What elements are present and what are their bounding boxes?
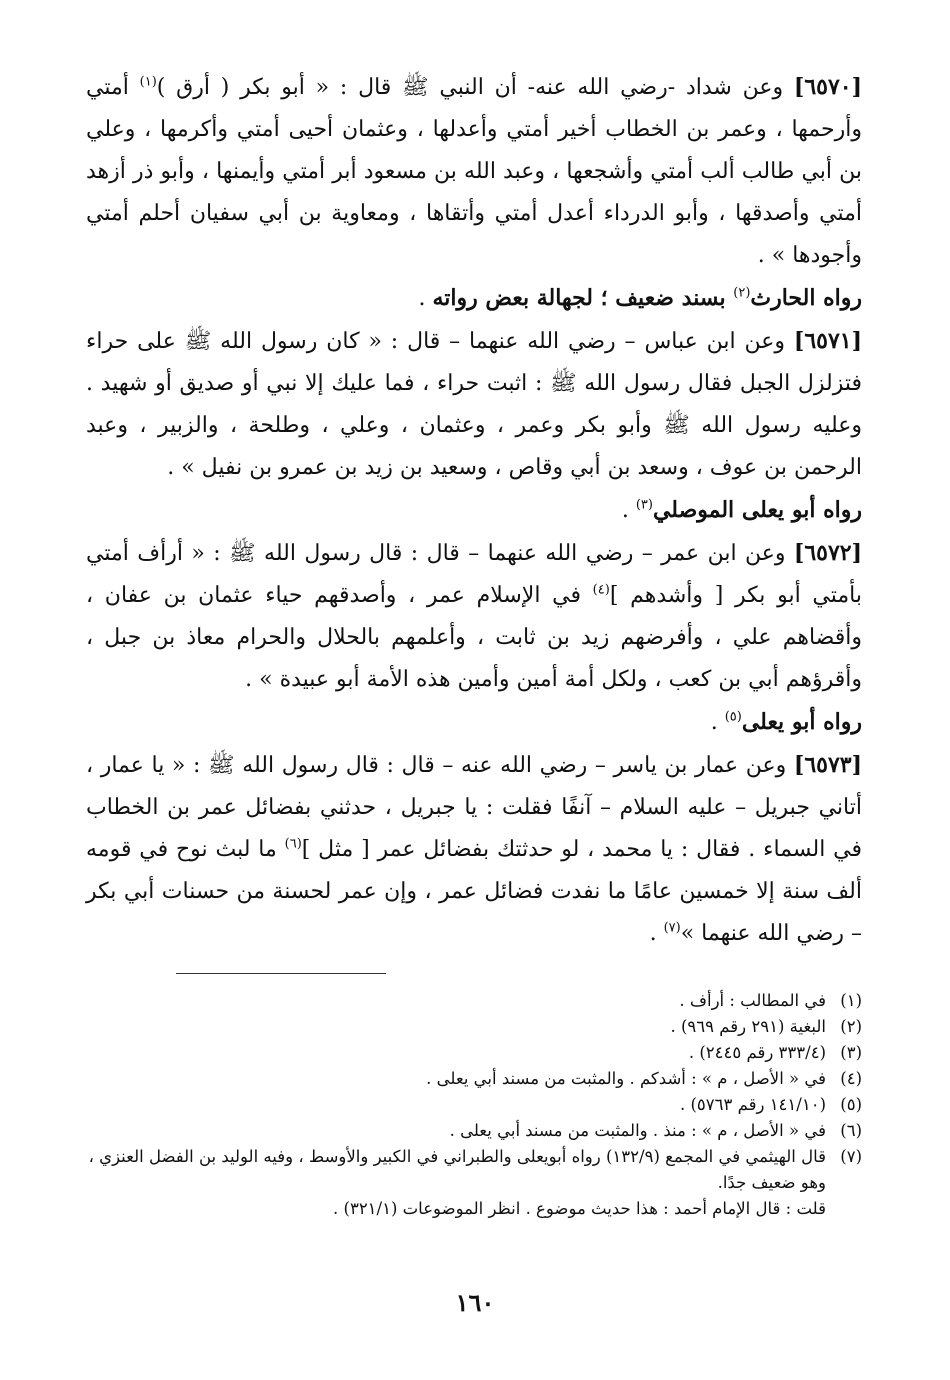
hadith-6571 <box>86 320 862 489</box>
footnote-number: (٦) <box>840 1121 862 1140</box>
hadith-6573 <box>86 744 862 955</box>
footnote-separator <box>176 973 386 974</box>
footnote-ref[interactable]: (٥) <box>724 709 742 725</box>
footnote-separator-wrap <box>86 973 862 974</box>
narration-end: . <box>710 710 725 735</box>
footnote-item <box>86 988 862 1014</box>
narration-6572 <box>86 701 862 744</box>
footnote-ref[interactable]: (٤) <box>592 582 610 598</box>
footnote-text: البغية (٢٩١ رقم ٩٦٩) . <box>670 1017 826 1036</box>
footnote-text: في « الأصل ، م » : منذ . والمثبت من مسند أبي يعلى . <box>449 1121 826 1140</box>
hadith-number: [٦٥٧٣] <box>793 752 862 778</box>
footnote-ref[interactable]: (٢) <box>733 285 751 301</box>
hadith-text-cont: في الإسلام عمر ، وأصدقهم حياء عثمان بن عفان ، وأقضاهم علي ، وأفرضهم زيد بن ثابت ، وأعلمهم بالحلال والحرام معاذ بن جبل ، وأقرؤهم أبي بن كعب ، ولكل أمة أمين وأمين هذه الأمة أبو عبيدة » . <box>86 583 862 692</box>
footnote-text: (٣٣٣/٤ رقم ٢٤٤٥) . <box>688 1043 826 1062</box>
footnote-item <box>86 1014 862 1040</box>
footnote-continuation: قلت : قال الإمام أحمد : هذا حديث موضوع . انظر الموضوعات (٣٢١/١) . <box>333 1199 826 1218</box>
footnote-text: في « الأصل ، م » : أشدكم . والمثبت من مسند أبي يعلى . <box>426 1069 826 1088</box>
narration-text: رواه أبو يعلى <box>741 709 862 735</box>
narration-text: رواه الحارث <box>750 285 862 311</box>
hadith-text-end: . <box>649 921 664 946</box>
footnote-item <box>86 1144 862 1196</box>
hadith-text-cont: أمتي وأرحمها ، وعمر بن الخطاب أخير أمتي وأعدلها ، وعثمان أحيى أمتي وأكرمها ، وعلي بن أبي طالب ألب أمتي وأشجعها ، وعبد الله بن مسعود أبر أمتي وأيمنها ، وأبو ذر أزهد أمتي وأصدقها ، وأبو الدرداء أعدل أمتي وأتقاها ، ومعاوية بن أبي سفيان أحلم أمتي وأجودها » . <box>86 75 862 268</box>
hadith-text-cont: ما لبث نوح في قومه ألف سنة إلا خمسين عامًا ما نفدت فضائل عمر ، وإن عمر لحسنة من حسنات أبي بكر – رضي الله عنهما » <box>86 837 862 946</box>
footnote-item <box>86 1040 862 1066</box>
footnote-number: (٤) <box>840 1069 862 1088</box>
narration-text-cont: بسند ضعيف ؛ لجهالة بعض رواته <box>432 285 734 311</box>
hadith-text: وعن ابن عباس – رضي الله عنهما – قال : « كان رسول الله ﷺ على حراء فتزلزل الجبل فقال رسول الله ﷺ : اثبت حراء ، فما عليك إلا نبي أو صديق أو شهيد . وعليه رسول الله ﷺ وأبو بكر وعمر ، وعثمان ، وعلي ، وطلحة ، والزبير ، وعبد الرحمن بن عوف ، وسعد بن أبي وقاص ، وسعيد بن زيد بن عمرو بن نفيل » . <box>86 329 862 480</box>
hadith-text: وعن شداد -رضي الله عنه- أن النبي ﷺ قال : « أبو بكر ( أرق ) <box>156 75 794 100</box>
footnote-ref[interactable]: (٧) <box>663 920 681 936</box>
hadith-text: وعن عمار بن ياسر – رضي الله عنه – قال : قال رسول الله ﷺ : « يا عمار ، أتاني جبريل – عليه السلام – آنفًا فقلت : يا جبريل ، حدثني بفضائل عمر بن الخطاب في السماء . فقال : يا محمد ، لو حدثتك بفضائل عمر [ مثل ] <box>86 753 863 862</box>
hadith-text: وعن ابن عمر – رضي الله عنهما – قال : قال رسول الله ﷺ : « أرأف أمتي بأمتي أبو بكر [ وأشدهم ] <box>86 541 862 608</box>
footnote-number: (١) <box>840 991 862 1010</box>
narration-6571 <box>86 489 862 532</box>
footnote-number: (٣) <box>840 1043 862 1062</box>
footnote-number: (٧) <box>840 1147 862 1166</box>
main-text <box>86 66 862 955</box>
footnote-number: (٢) <box>840 1017 862 1036</box>
page-number: ١٦٠ <box>455 1288 495 1317</box>
footnote-ref[interactable]: (٦) <box>284 836 302 852</box>
narration-end: . <box>418 286 433 311</box>
narration-6570 <box>86 277 862 320</box>
hadith-number: [٦٥٧١] <box>793 328 862 354</box>
hadith-number: [٦٥٧٢] <box>793 540 862 566</box>
footnote-text: (١٤١/١٠ رقم ٥٧٦٣) . <box>679 1095 826 1114</box>
footnote-text: في المطالب : أرأف . <box>679 991 826 1010</box>
footnote-item <box>86 1066 862 1092</box>
footnote-item <box>86 1092 862 1118</box>
footnote-number: (٥) <box>840 1095 862 1114</box>
hadith-6572 <box>86 532 862 701</box>
narration-text: رواه أبو يعلى الموصلي <box>652 497 862 523</box>
hadith-6570 <box>86 66 862 277</box>
footnotes <box>86 988 862 1222</box>
footnote-ref[interactable]: (١) <box>139 74 157 90</box>
narration-end: . <box>621 498 636 523</box>
hadith-number: [٦٥٧٠] <box>793 74 862 100</box>
footnote-ref[interactable]: (٣) <box>635 497 653 513</box>
footnote-item <box>86 1118 862 1144</box>
footnote-text: قال الهيثمي في المجمع (١٣٢/٩) رواه أبويعلى والطبراني في الكبير والأوسط ، وفيه الوليد بن الفضل العنزي ، وهو ضعيف جدًا. <box>88 1147 826 1192</box>
